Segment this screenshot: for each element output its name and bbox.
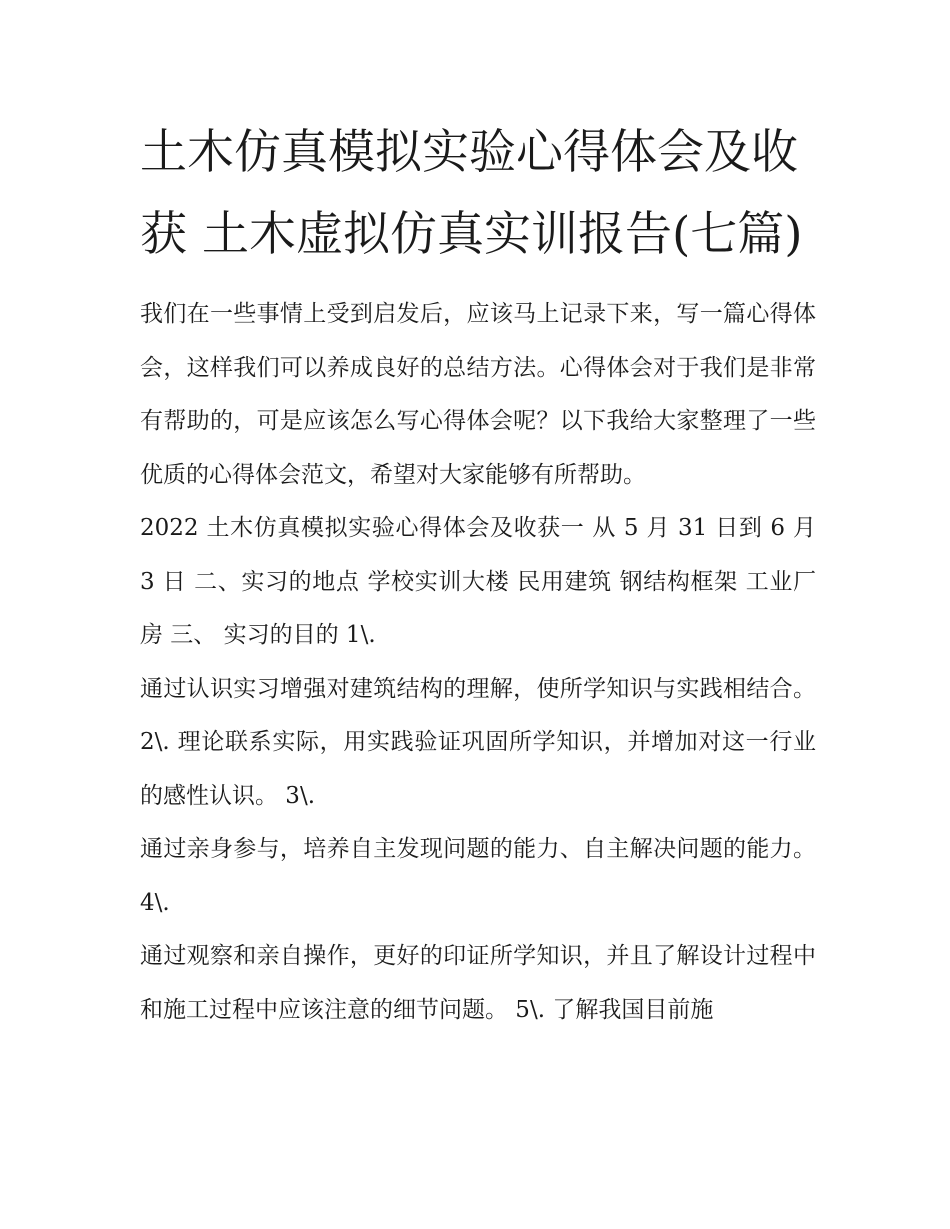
paragraph-purpose-4: 通过观察和亲自操作，更好的印证所学知识，并且了解设计过程中和施工过程中应该注意的细节问题。 5\. 了解我国目前施 — [140, 943, 816, 1023]
document-body — [140, 112, 816, 1037]
paragraph-purpose-3: 通过亲身参与，培养自主发现问题的能力、自主解决问题的能力。 4\. — [140, 836, 816, 916]
paragraph-purpose-1: 通过认识实习增强对建筑结构的理解，使所学知识与实践相结合。 2\. 理论联系实际，用实践验证巩固所学知识，并增加对这一行业的感性认识。 3\. — [140, 675, 816, 809]
paragraph-schedule: 2022 土木仿真模拟实验心得体会及收获一 从 5 月 31 日到 6 月 3 日 二、实习的地点 学校实训大楼 民用建筑 钢结构框架 工业厂房 三、 实习的目的 1\. — [140, 515, 816, 648]
document-title: 土木仿真模拟实验心得体会及收获 土木虚拟仿真实训报告(七篇) — [140, 125, 803, 262]
paragraph-intro: 我们在一些事情上受到启发后，应该马上记录下来，写一篇心得体会，这样我们可以养成良好的总结方法。心得体会对于我们是非常有帮助的，可是应该怎么写心得体会呢？以下我给大家整理了一些优质的心得体会范文，希望对大家能够有所帮助。 — [140, 301, 816, 488]
